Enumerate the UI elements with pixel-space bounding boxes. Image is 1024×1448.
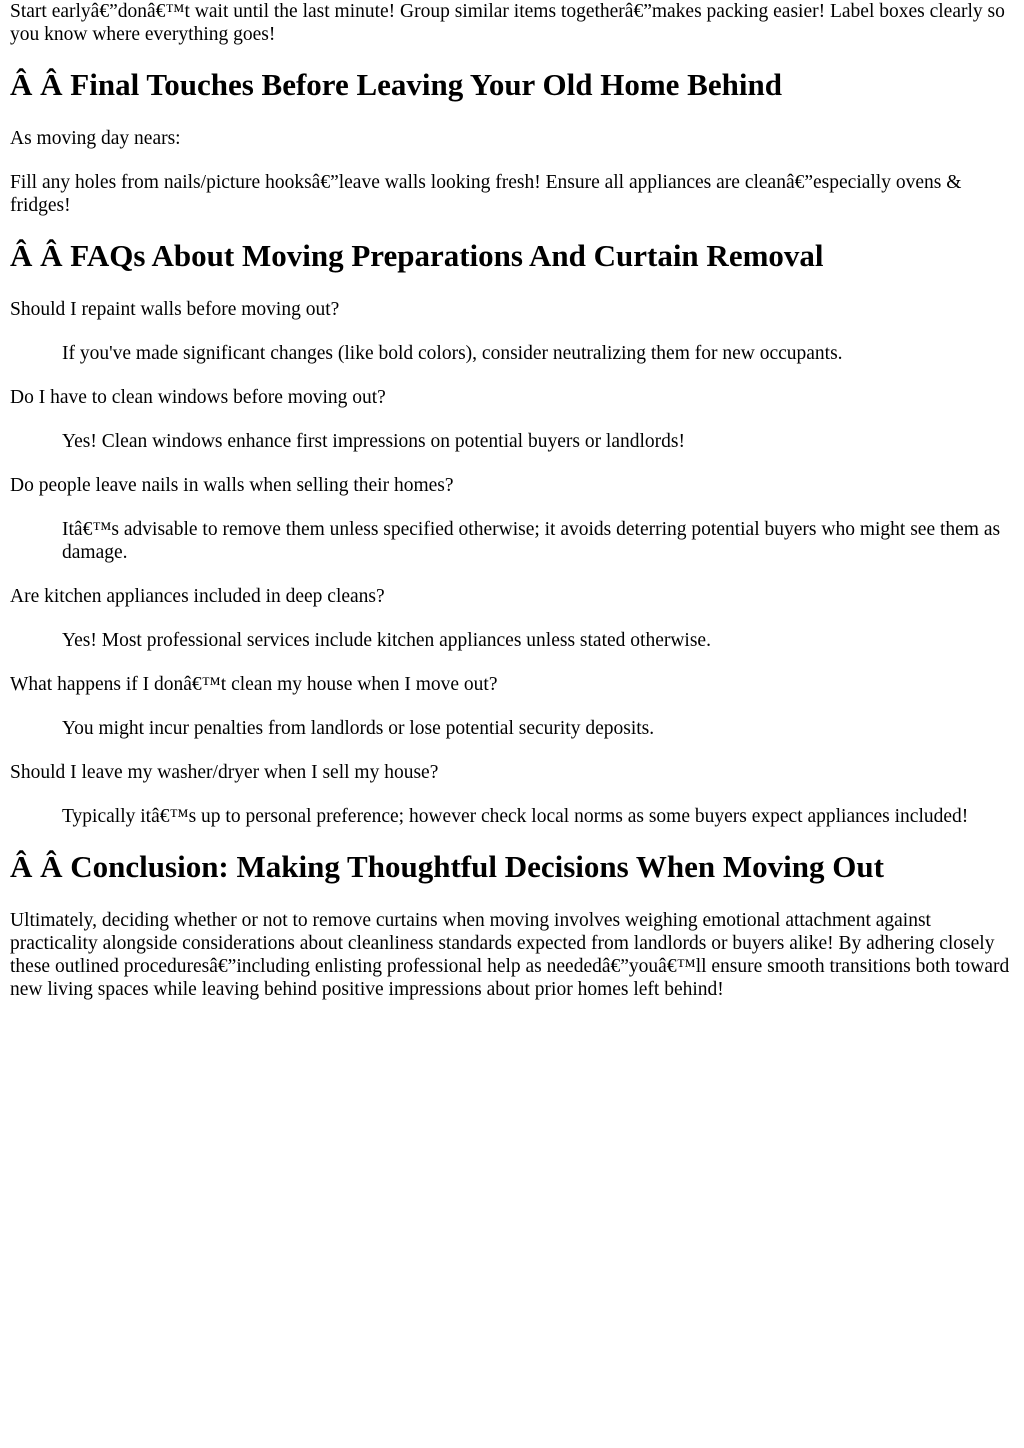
faq-question: What happens if I donâ€™t clean my house when I move out? bbox=[10, 674, 498, 695]
intro-paragraph: Start earlyâ€”donâ€™t wait until the last minute! Group similar items togetherâ€”makes packing easier! Label boxes clearly so you know where everything goes! bbox=[10, 1, 1005, 45]
faq-question: Do people leave nails in walls when selling their homes? bbox=[10, 475, 454, 496]
faq-answer: Itâ€™s advisable to remove them unless specified otherwise; it avoids deterring potential buyers who might see them as damage. bbox=[62, 519, 1001, 563]
final-touches-lead: As moving day nears: bbox=[10, 128, 181, 149]
final-touches-body: Fill any holes from nails/picture hooksâ€”leave walls looking fresh! Ensure all appliances are cleanâ€”especially ovens & fridges! bbox=[10, 172, 962, 216]
faq-question: Do I have to clean windows before moving out? bbox=[10, 387, 386, 408]
faq-answer: You might incur penalties from landlords or lose potential security deposits. bbox=[62, 718, 655, 739]
faq-answer: Yes! Clean windows enhance first impressions on potential buyers or landlords! bbox=[62, 431, 686, 452]
conclusion-body: Ultimately, deciding whether or not to remove curtains when moving involves weighing emotional attachment against practicality alongside considerations about cleanliness standards expected from landlords or buyers alike! By adhering closely these outlined proceduresâ€”including enlisting professional help as neededâ€”youâ€™ll ensure smooth transitions both toward new living spaces while leaving behind positive impressions about prior homes left behind! bbox=[10, 910, 1010, 1000]
faq-question: Are kitchen appliances included in deep cleans? bbox=[10, 586, 385, 607]
faq-question: Should I repaint walls before moving out? bbox=[10, 299, 340, 320]
faqs-heading: Â Â FAQs About Moving Preparations And Curtain Removal bbox=[10, 238, 824, 273]
faq-question: Should I leave my washer/dryer when I sell my house? bbox=[10, 762, 439, 783]
faq-answer: If you've made significant changes (like bold colors), consider neutralizing them for new occupants. bbox=[62, 343, 843, 364]
conclusion-heading: Â Â Conclusion: Making Thoughtful Decisions When Moving Out bbox=[10, 849, 884, 884]
faq-answer: Yes! Most professional services include kitchen appliances unless stated otherwise. bbox=[62, 630, 711, 651]
final-touches-heading: Â Â Final Touches Before Leaving Your Old Home Behind bbox=[10, 67, 782, 102]
faq-list bbox=[10, 298, 1014, 828]
faq-answer: Typically itâ€™s up to personal preference; however check local norms as some buyers expect appliances included! bbox=[62, 806, 969, 827]
